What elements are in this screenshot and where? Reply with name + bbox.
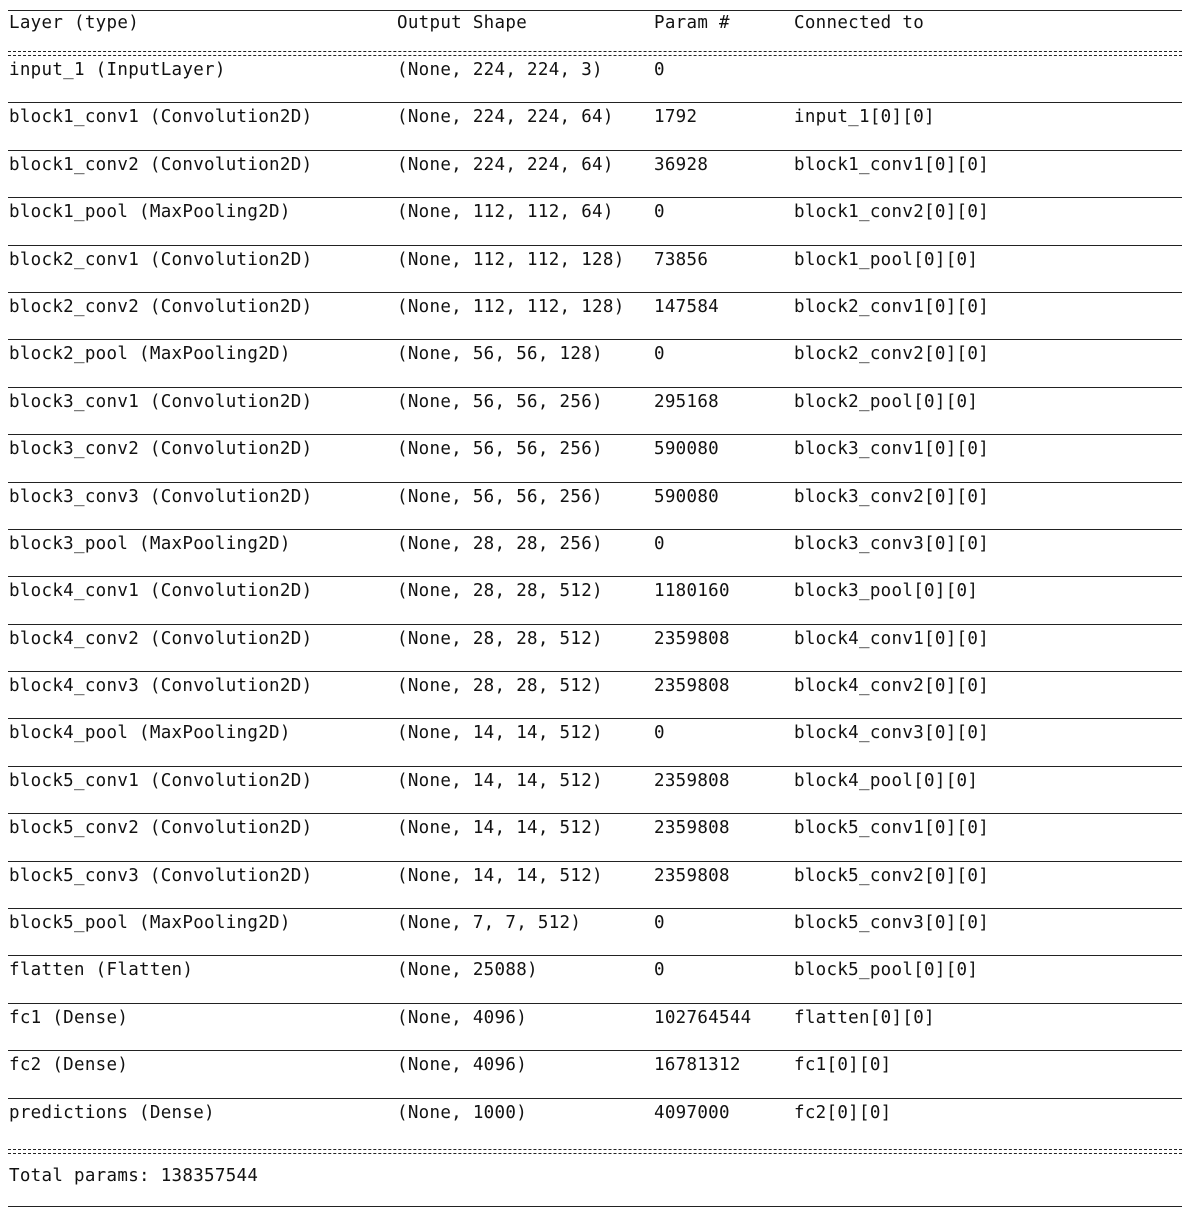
layer-name: block4_pool (MaxPooling2D) bbox=[9, 723, 291, 744]
param-count: 0 bbox=[654, 60, 665, 80]
output-shape: (None, 25088) bbox=[397, 960, 538, 981]
table-row bbox=[8, 435, 1182, 482]
connected-to: fc2[0][0] bbox=[794, 1102, 892, 1123]
param-count: 0 bbox=[654, 344, 665, 365]
output-shape: (None, 1000) bbox=[397, 1102, 528, 1123]
table-row bbox=[8, 719, 1182, 766]
table-row bbox=[8, 577, 1182, 624]
output-shape: (None, 28, 28, 256) bbox=[397, 533, 603, 554]
connected-to: input_1[0][0] bbox=[794, 107, 935, 128]
output-shape: (None, 112, 112, 128) bbox=[397, 296, 625, 317]
table-row bbox=[8, 909, 1182, 956]
table-row bbox=[8, 103, 1182, 150]
layer-name: block2_conv1 (Convolution2D) bbox=[9, 249, 313, 270]
connected-to: block4_conv3[0][0] bbox=[794, 723, 990, 744]
table-row bbox=[8, 530, 1182, 577]
table-row bbox=[8, 672, 1182, 719]
output-shape: (None, 224, 224, 64) bbox=[397, 107, 614, 128]
header-output-shape: Output Shape bbox=[397, 13, 528, 33]
table-row bbox=[8, 862, 1182, 909]
layer-name: block3_pool (MaxPooling2D) bbox=[9, 533, 291, 554]
output-shape: (None, 14, 14, 512) bbox=[397, 723, 603, 744]
layer-name: block5_pool (MaxPooling2D) bbox=[9, 913, 291, 934]
param-count: 2359808 bbox=[654, 818, 730, 839]
param-count: 0 bbox=[654, 960, 665, 981]
table-row bbox=[8, 293, 1182, 340]
param-count: 36928 bbox=[654, 154, 709, 175]
output-shape: (None, 28, 28, 512) bbox=[397, 581, 603, 602]
connected-to: block3_conv1[0][0] bbox=[794, 439, 990, 460]
table-row bbox=[8, 151, 1182, 198]
output-shape: (None, 14, 14, 512) bbox=[397, 770, 603, 791]
table-row bbox=[8, 814, 1182, 861]
layer-name: block4_conv1 (Convolution2D) bbox=[9, 581, 313, 602]
connected-to: fc1[0][0] bbox=[794, 1055, 892, 1076]
output-shape: (None, 56, 56, 256) bbox=[397, 486, 603, 507]
param-count: 590080 bbox=[654, 486, 720, 507]
table-row bbox=[8, 246, 1182, 293]
layer-name: fc2 (Dense) bbox=[9, 1055, 129, 1076]
param-count: 2359808 bbox=[654, 865, 730, 886]
connected-to: block5_conv1[0][0] bbox=[794, 818, 990, 839]
connected-to: block2_conv2[0][0] bbox=[794, 344, 990, 365]
param-count: 0 bbox=[654, 723, 665, 744]
output-shape: (None, 28, 28, 512) bbox=[397, 628, 603, 649]
model-summary bbox=[8, 10, 1182, 1207]
layer-name: block5_conv3 (Convolution2D) bbox=[9, 865, 313, 886]
total-params-label: Total params: 138357544 bbox=[9, 1165, 259, 1186]
connected-to: block3_conv3[0][0] bbox=[794, 533, 990, 554]
output-shape: (None, 112, 112, 64) bbox=[397, 202, 614, 223]
param-count: 102764544 bbox=[654, 1007, 752, 1028]
table-row bbox=[8, 56, 1182, 103]
table-row bbox=[8, 388, 1182, 435]
param-count: 2359808 bbox=[654, 628, 730, 649]
layer-name: block2_conv2 (Convolution2D) bbox=[9, 296, 313, 317]
layer-name: block1_conv2 (Convolution2D) bbox=[9, 154, 313, 175]
param-count: 4097000 bbox=[654, 1102, 730, 1123]
table-row bbox=[8, 340, 1182, 387]
connected-to: block4_pool[0][0] bbox=[794, 770, 979, 791]
connected-to: block3_pool[0][0] bbox=[794, 581, 979, 602]
table-row bbox=[8, 1051, 1182, 1098]
param-count: 1180160 bbox=[654, 581, 730, 602]
table-row bbox=[8, 1099, 1182, 1145]
connected-to: block1_pool[0][0] bbox=[794, 249, 979, 270]
output-shape: (None, 14, 14, 512) bbox=[397, 818, 603, 839]
output-shape: (None, 4096) bbox=[397, 1055, 528, 1076]
layer-name: block2_pool (MaxPooling2D) bbox=[9, 344, 291, 365]
output-shape: (None, 56, 56, 128) bbox=[397, 344, 603, 365]
layer-name: input_1 (InputLayer) bbox=[9, 60, 226, 80]
output-shape: (None, 7, 7, 512) bbox=[397, 913, 582, 934]
connected-to: flatten[0][0] bbox=[794, 1007, 935, 1028]
table-row bbox=[8, 1004, 1182, 1051]
connected-to: block2_conv1[0][0] bbox=[794, 296, 990, 317]
output-shape: (None, 14, 14, 512) bbox=[397, 865, 603, 886]
param-count: 0 bbox=[654, 533, 665, 554]
param-count: 1792 bbox=[654, 107, 698, 128]
connected-to: block1_conv2[0][0] bbox=[794, 202, 990, 223]
table-row bbox=[8, 483, 1182, 530]
layer-name: block3_conv3 (Convolution2D) bbox=[9, 486, 313, 507]
output-shape: (None, 112, 112, 128) bbox=[397, 249, 625, 270]
output-shape: (None, 56, 56, 256) bbox=[397, 439, 603, 460]
param-count: 147584 bbox=[654, 296, 720, 317]
table-row bbox=[8, 956, 1182, 1003]
layer-name: block3_conv1 (Convolution2D) bbox=[9, 391, 313, 412]
param-count: 2359808 bbox=[654, 676, 730, 697]
layer-rows bbox=[8, 56, 1182, 1145]
output-shape: (None, 224, 224, 3) bbox=[397, 60, 603, 80]
connected-to: block4_conv1[0][0] bbox=[794, 628, 990, 649]
layer-name: block4_conv3 (Convolution2D) bbox=[9, 676, 313, 697]
connected-to: block2_pool[0][0] bbox=[794, 391, 979, 412]
layer-name: block5_conv2 (Convolution2D) bbox=[9, 818, 313, 839]
param-count: 0 bbox=[654, 202, 665, 223]
layer-name: predictions (Dense) bbox=[9, 1102, 215, 1123]
header-params: Param # bbox=[654, 13, 730, 33]
layer-name: fc1 (Dense) bbox=[9, 1007, 129, 1028]
layer-name: block4_conv2 (Convolution2D) bbox=[9, 628, 313, 649]
header-layer: Layer (type) bbox=[9, 13, 140, 33]
connected-to: block5_conv3[0][0] bbox=[794, 913, 990, 934]
header-connected-to: Connected to bbox=[794, 13, 925, 33]
total-params-row bbox=[8, 1154, 1182, 1207]
connected-to: block5_conv2[0][0] bbox=[794, 865, 990, 886]
layer-name: block1_pool (MaxPooling2D) bbox=[9, 202, 291, 223]
param-count: 295168 bbox=[654, 391, 720, 412]
table-row bbox=[8, 198, 1182, 245]
output-shape: (None, 4096) bbox=[397, 1007, 528, 1028]
connected-to: block5_pool[0][0] bbox=[794, 960, 979, 981]
output-shape: (None, 224, 224, 64) bbox=[397, 154, 614, 175]
table-row bbox=[8, 625, 1182, 672]
layer-name: block1_conv1 (Convolution2D) bbox=[9, 107, 313, 128]
layer-name: block3_conv2 (Convolution2D) bbox=[9, 439, 313, 460]
param-count: 590080 bbox=[654, 439, 720, 460]
connected-to: block1_conv1[0][0] bbox=[794, 154, 990, 175]
param-count: 2359808 bbox=[654, 770, 730, 791]
connected-to: block4_conv2[0][0] bbox=[794, 676, 990, 697]
table-row bbox=[8, 767, 1182, 814]
output-shape: (None, 28, 28, 512) bbox=[397, 676, 603, 697]
output-shape: (None, 56, 56, 256) bbox=[397, 391, 603, 412]
connected-to: block3_conv2[0][0] bbox=[794, 486, 990, 507]
param-count: 16781312 bbox=[654, 1055, 741, 1076]
layer-name: flatten (Flatten) bbox=[9, 960, 194, 981]
header-row bbox=[8, 11, 1182, 42]
param-count: 0 bbox=[654, 913, 665, 934]
layer-name: block5_conv1 (Convolution2D) bbox=[9, 770, 313, 791]
param-count: 73856 bbox=[654, 249, 709, 270]
